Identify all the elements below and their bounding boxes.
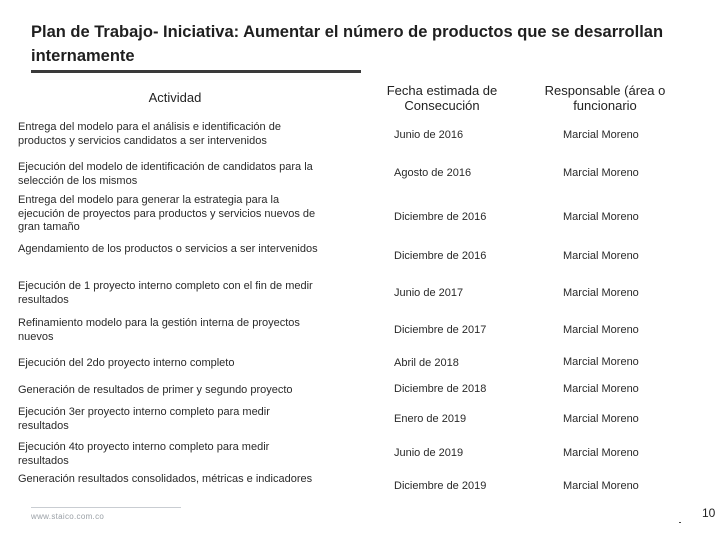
activity-cell: Ejecución 4to proyecto interno completo para medir resultados — [18, 441, 270, 467]
owner-cell: Marcial Moreno — [563, 383, 639, 395]
title-underline — [31, 70, 361, 73]
owner-cell: Marcial Moreno — [563, 413, 639, 425]
footer-divider — [31, 507, 181, 508]
owner-cell: Marcial Moreno — [563, 324, 639, 336]
date-cell: Junio de 2019 — [394, 447, 464, 459]
owner-cell: Marcial Moreno — [563, 211, 639, 223]
owner-cell: Marcial Moreno — [563, 287, 639, 299]
owner-cell: Marcial Moreno — [563, 356, 639, 368]
activity-cell: Generación resultados consolidados, métricas e indicadores — [18, 473, 313, 485]
date-cell: Agosto de 2016 — [394, 167, 472, 179]
activity-cell: Refinamiento modelo para la gestión interna de proyectos nuevos — [18, 317, 300, 343]
activity-cell: Ejecución 3er proyecto interno completo para medir resultados — [18, 406, 270, 432]
activity-cell: Generación de resultados de primer y segundo proyecto — [18, 384, 293, 396]
activity-cell: Ejecución de 1 proyecto interno completo con el fin de medir resultados — [18, 280, 313, 306]
activity-cell: Agendamiento de los productos o servicios a ser intervenidos — [18, 243, 318, 255]
slide-title: Plan de Trabajo- Iniciativa: Aumentar el número de productos que se desarrollan internamente — [31, 23, 664, 65]
date-cell: Diciembre de 2017 — [394, 324, 487, 336]
date-cell: Junio de 2016 — [394, 129, 464, 141]
owner-cell: Marcial Moreno — [563, 167, 639, 179]
activity-cell: Ejecución del modelo de identificación de candidatos para la selección de los mismos — [18, 161, 313, 187]
date-cell: Abril de 2018 — [394, 357, 459, 369]
activity-cell: Entrega del modelo para el análisis e identificación de productos y servicios candidatos a ser intervenidos — [18, 121, 281, 147]
date-cell: Diciembre de 2016 — [394, 250, 487, 262]
header-owner: Responsable (área o funcionario — [544, 83, 666, 113]
footer-url: www.staico.com.co — [31, 512, 105, 521]
owner-cell: Marcial Moreno — [563, 447, 639, 459]
activity-cell: Ejecución del 2do proyecto interno completo — [18, 357, 235, 369]
date-cell: Enero de 2019 — [394, 413, 467, 425]
page-marker — [679, 522, 681, 523]
owner-cell: Marcial Moreno — [563, 250, 639, 262]
date-cell: Diciembre de 2016 — [394, 211, 487, 223]
owner-cell: Marcial Moreno — [563, 480, 639, 492]
header-activity: Actividad — [148, 90, 202, 105]
date-cell: Diciembre de 2018 — [394, 383, 487, 395]
date-cell: Junio de 2017 — [394, 287, 464, 299]
owner-cell: Marcial Moreno — [563, 129, 639, 141]
activity-cell: Entrega del modelo para generar la estrategia para la ejecución de proyectos para productos y servicios nuevos de gran tamaño — [18, 194, 316, 233]
page-number: 10 — [702, 506, 716, 520]
date-cell: Diciembre de 2019 — [394, 480, 487, 492]
header-date: Fecha estimada de Consecución — [386, 83, 498, 113]
